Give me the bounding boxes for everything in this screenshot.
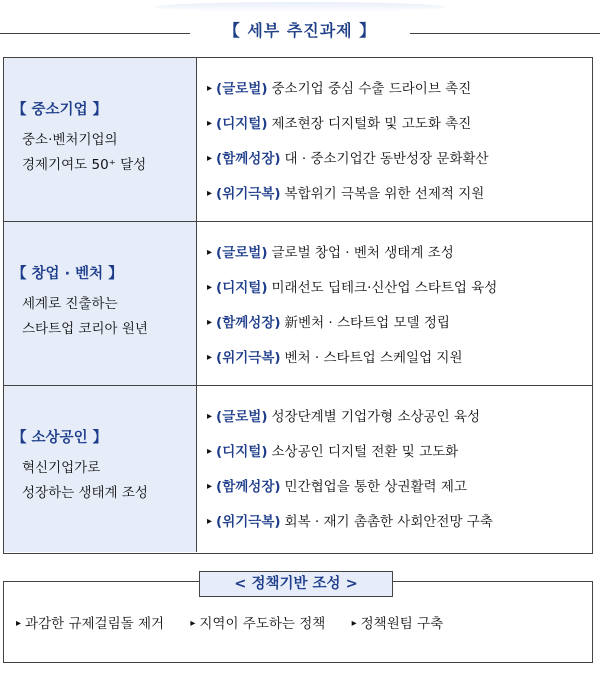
task-text: 중소기업 중심 수출 드라이브 촉진 (271, 81, 472, 97)
task-list (197, 222, 592, 385)
task-item (207, 475, 467, 495)
bullet-icon: ▸ (207, 446, 213, 457)
category-desc-line: 성장하는 생태계 조성 (22, 485, 148, 501)
policy-item-text: 정책원팀 구축 (360, 616, 444, 632)
task-item (207, 440, 458, 460)
policy-item (16, 612, 164, 632)
task-item (207, 311, 450, 331)
task-list (197, 58, 592, 221)
header-glow (155, 2, 445, 12)
header-rule-left (0, 33, 190, 34)
category-desc-line: 스타트업 코리아 원년 (22, 321, 148, 337)
task-text: 미래선도 딥테크·신산업 스타트업 육성 (271, 280, 498, 296)
bullet-icon: ▸ (207, 83, 213, 94)
task-tag: (디지털) (216, 280, 268, 296)
task-tag: (함께성장) (216, 315, 281, 331)
task-text: 벤처 · 스타트업 스케일업 지원 (284, 350, 463, 366)
task-text: 소상공인 디지털 전환 및 고도화 (271, 444, 459, 460)
task-text: 복합위기 극복을 위한 선제적 지원 (284, 186, 485, 202)
task-item (207, 147, 489, 167)
task-text: 민간협업을 통한 상권활력 제고 (284, 479, 467, 495)
task-tag: (위기극복) (216, 514, 281, 530)
policy-title: < 정책기반 조성 > (199, 571, 393, 597)
task-text: 성장단계별 기업가형 소상공인 육성 (271, 409, 480, 425)
task-tag: (글로벌) (216, 245, 268, 261)
task-item (207, 346, 463, 366)
bullet-icon: ▸ (16, 618, 22, 629)
task-matrix (3, 57, 593, 554)
task-tag: (글로벌) (216, 81, 268, 97)
category-name: 【 중소기업 】 (12, 102, 108, 118)
bullet-icon: ▸ (207, 516, 213, 527)
task-item (207, 77, 471, 97)
category-name: 【 소상공인 】 (12, 430, 108, 446)
bullet-icon: ▸ (207, 317, 213, 328)
category-row-sme (4, 58, 592, 222)
policy-item (190, 612, 325, 632)
task-text: 글로벌 창업 · 벤처 생태계 조성 (271, 245, 454, 261)
task-tag: (글로벌) (216, 409, 268, 425)
category-panel (4, 386, 197, 552)
policy-foundation-box (3, 576, 593, 663)
task-tag: (함께성장) (216, 479, 281, 495)
category-row-startup (4, 222, 592, 386)
bullet-icon: ▸ (207, 352, 213, 363)
task-item (207, 241, 454, 261)
bullet-icon: ▸ (207, 282, 213, 293)
task-tag: (위기극복) (216, 186, 281, 202)
task-tag: (디지털) (216, 444, 268, 460)
task-item (207, 510, 493, 530)
task-tag: (디지털) (216, 116, 268, 132)
task-text: 대 · 중소기업간 동반성장 문화확산 (284, 151, 489, 167)
category-desc-line: 경제기여도 50⁺ 달성 (22, 157, 147, 173)
category-desc-line: 세계로 진출하는 (22, 296, 118, 312)
task-item (207, 405, 480, 425)
policy-item-text: 과감한 규제걸림돌 제거 (25, 616, 165, 632)
category-desc-line: 중소·벤처기업의 (22, 132, 118, 148)
category-desc-line: 혁신기업가로 (22, 460, 101, 476)
task-tag: (함께성장) (216, 151, 281, 167)
task-item (207, 182, 484, 202)
bullet-icon: ▸ (207, 411, 213, 422)
page-title: 【 세부 추진과제 】 (223, 21, 377, 40)
category-row-small-business (4, 386, 592, 552)
task-text: 제조현장 디지털화 및 고도화 촉진 (271, 116, 472, 132)
policy-item-text: 지역이 주도하는 정책 (199, 616, 326, 632)
task-tag: (위기극복) (216, 350, 281, 366)
bullet-icon: ▸ (207, 118, 213, 129)
task-list (197, 386, 592, 552)
bullet-icon: ▸ (207, 247, 213, 258)
bullet-icon: ▸ (207, 188, 213, 199)
bullet-icon: ▸ (351, 618, 357, 629)
section-header (0, 0, 600, 60)
task-text: 新벤처 · 스타트업 모델 정립 (284, 315, 450, 331)
task-text: 회복 · 재기 촘촘한 사회안전망 구축 (284, 514, 493, 530)
category-panel (4, 58, 197, 221)
bullet-icon: ▸ (207, 153, 213, 164)
policy-item-list (16, 612, 465, 632)
policy-item (352, 612, 444, 632)
category-panel (4, 222, 197, 385)
task-item (207, 112, 471, 132)
bullet-icon: ▸ (190, 618, 196, 629)
bullet-icon: ▸ (207, 481, 213, 492)
task-item (207, 276, 497, 296)
header-rule-right (410, 33, 600, 34)
category-name: 【 창업 · 벤처 】 (12, 266, 123, 282)
